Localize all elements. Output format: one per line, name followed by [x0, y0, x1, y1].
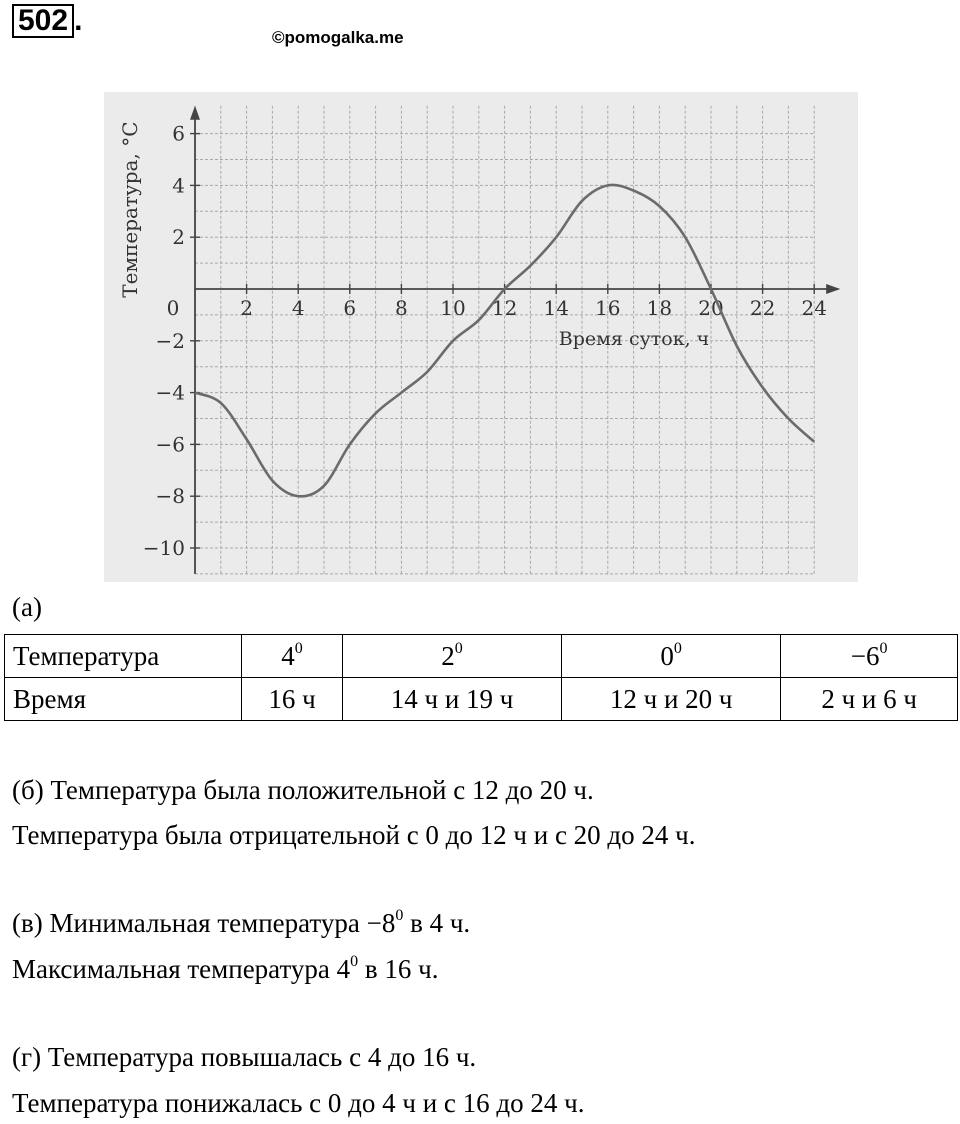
table-cell: 14 ч и 19 ч [342, 678, 561, 721]
row-header-temperature: Температура [5, 635, 242, 678]
x-tick-label: 10 [440, 296, 466, 320]
temp-value: −6 [850, 640, 880, 671]
degree-sup: 0 [454, 639, 463, 657]
y-tick-label: −10 [142, 536, 185, 560]
temperature-chart [104, 92, 858, 582]
x-tick-label: 16 [595, 296, 621, 320]
temp-value: 2 [441, 640, 455, 671]
y-axis-arrow [190, 106, 200, 120]
part-v-text: (в) Минимальная температура [12, 908, 367, 938]
part-b-line-1: (б) Температура была положительной с 12 до 20 ч. [12, 775, 594, 805]
x-tick-label: 18 [646, 296, 673, 320]
row-header-time: Время [5, 678, 242, 721]
degree-sup: 0 [350, 953, 359, 970]
table-cell: 16 ч [242, 678, 343, 721]
table-row [5, 635, 958, 678]
table-cell [781, 635, 958, 678]
x-tick-label: 12 [491, 296, 518, 320]
y-tick-label: −2 [155, 328, 185, 353]
table-cell [562, 635, 781, 678]
degree-sup: 0 [673, 639, 682, 657]
watermark: ©pomogalka.me [272, 28, 404, 47]
part-b-line-2: Температура была отрицательной с 0 до 12 ч и с 20 до 24 ч. [12, 820, 696, 850]
table-cell [242, 635, 343, 678]
y-tick-label: −6 [155, 432, 185, 457]
x-axis-label: Время суток, ч [558, 328, 710, 350]
part-v-text: в 4 ч. [403, 908, 471, 938]
table-cell: 2 ч и 6 ч [781, 678, 958, 721]
problem-number: 502 . [12, 4, 82, 38]
y-tick-label: 4 [172, 173, 185, 198]
x-tick-label: 20 [698, 296, 724, 320]
problem-number-text: 502 [12, 4, 74, 38]
y-tick-label: 2 [172, 225, 185, 250]
min-temp-value: −8 [366, 908, 396, 938]
part-g-line-1: (г) Температура повышалась с 4 до 16 ч. [12, 1042, 477, 1072]
y-tick-label: −4 [155, 380, 185, 405]
x-tick-label: 0 [166, 296, 180, 320]
temp-value: 4 [281, 640, 295, 671]
table-cell [342, 635, 561, 678]
x-tick-label: 6 [343, 296, 357, 320]
x-tick-label: 22 [749, 296, 776, 320]
table-cell: 12 ч и 20 ч [562, 678, 781, 721]
answer-table [4, 634, 958, 721]
chart-svg [104, 92, 858, 582]
part-v-text: в 16 ч. [358, 954, 439, 984]
y-axis-label: Температура, °C [118, 121, 142, 298]
degree-sup: 0 [294, 639, 303, 657]
part-v-line-2 [12, 954, 438, 985]
table-row [5, 678, 958, 721]
chart-grid [195, 106, 814, 574]
x-axis-arrow [826, 284, 840, 294]
degree-sup: 0 [395, 907, 404, 924]
y-tick-label: 6 [172, 121, 185, 146]
part-v-line-1 [12, 908, 470, 939]
y-tick-label: −8 [155, 484, 185, 509]
temp-value: 0 [660, 640, 674, 671]
max-temp-value: 4 [336, 954, 351, 984]
x-tick-label: 4 [291, 296, 305, 320]
chart-axes [190, 106, 840, 574]
part-a-label: (а) [12, 592, 42, 622]
x-tick-label: 2 [240, 296, 253, 320]
part-g-line-2: Температура понижалась с 0 до 4 ч и с 16 до 24 ч. [12, 1088, 585, 1118]
x-tick-label: 8 [395, 296, 408, 320]
x-tick-label: 14 [543, 296, 569, 320]
degree-sup: 0 [879, 639, 888, 657]
x-tick-label: 24 [801, 296, 827, 320]
part-v-text: Максимальная температура [12, 954, 337, 984]
